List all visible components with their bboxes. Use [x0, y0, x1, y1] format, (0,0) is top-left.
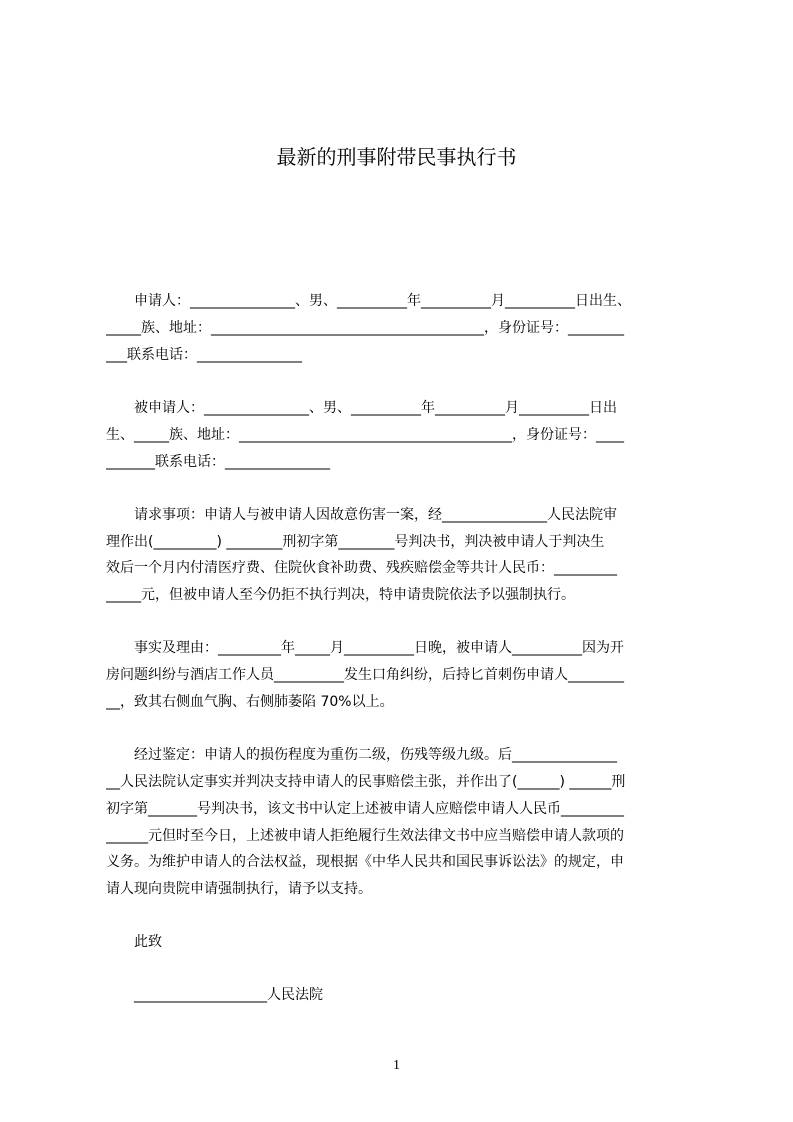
appraisal-line-3: 初字第_______号判决书，该文书中认定上述被申请人应赔偿申请人人民币_________: [106, 801, 624, 817]
closing-line: 此致: [106, 934, 162, 950]
appraisal-line-5: 义务。为维护申请人的合法权益，现根据《中华人民共和国民事诉讼法》的规定，申: [106, 854, 624, 870]
appraisal-line-2: __人民法院认定事实并判决支持申请人的民事赔偿主张，并作出了(______) ______刑: [106, 774, 626, 790]
page-number: 1: [393, 1058, 400, 1073]
request-line-3: 效后一个月内付清医疗费、住院伙食补助费、残疾赔偿金等共计人民币：_________: [106, 560, 617, 576]
respondent-line-3: _______联系电话：_______________: [106, 454, 330, 470]
appraisal-line-1: 经过鉴定：申请人的损伤程度为重伤二级，伤残等级九级。后_______________: [106, 747, 617, 763]
facts-line-3: __，致其右侧血气胸、右侧肺萎陷 70%以上。: [106, 694, 394, 710]
applicant-line-1: 申请人：_______________、男、__________年__________月__________日出生、: [106, 293, 631, 309]
applicant-line-3: ___联系电话：_______________: [106, 347, 302, 363]
appraisal-line-6: 请人现向贵院申请强制执行，请予以支持。: [106, 881, 372, 897]
facts-line-2: 房问题纠纷与酒店工作人员__________发生口角纠纷，后持匕首刺伤申请人________: [106, 667, 624, 683]
respondent-line-1: 被申请人：_______________、男、__________年__________月__________日出: [106, 400, 617, 416]
request-line-1: 请求事项：申请人与被申请人因故意伤害一案，经_______________人民法院审: [106, 507, 617, 523]
document-title: 最新的刑事附带民事执行书: [276, 145, 517, 169]
appraisal-line-4: ______元但时至今日，上述被申请人拒绝履行生效法律文书中应当赔偿申请人款项的: [106, 828, 624, 844]
court-line: ___________________人民法院: [106, 987, 323, 1003]
applicant-line-2: _____族、地址：_______________________________________，身份证号：________: [106, 320, 624, 336]
request-line-2: 理作出(_________) ________刑初字第________号判决书，判决被申请人于判决生: [106, 534, 605, 550]
respondent-line-2: 生、_____族、地址：_______________________________________，身份证号：____: [106, 427, 624, 443]
request-line-4: _____元，但被申请人至今仍拒不执行判决，特申请贵院依法予以强制执行。: [106, 587, 575, 603]
facts-line-1: 事实及理由：_________年_____月__________日晚，被申请人__________因为开: [106, 640, 624, 656]
